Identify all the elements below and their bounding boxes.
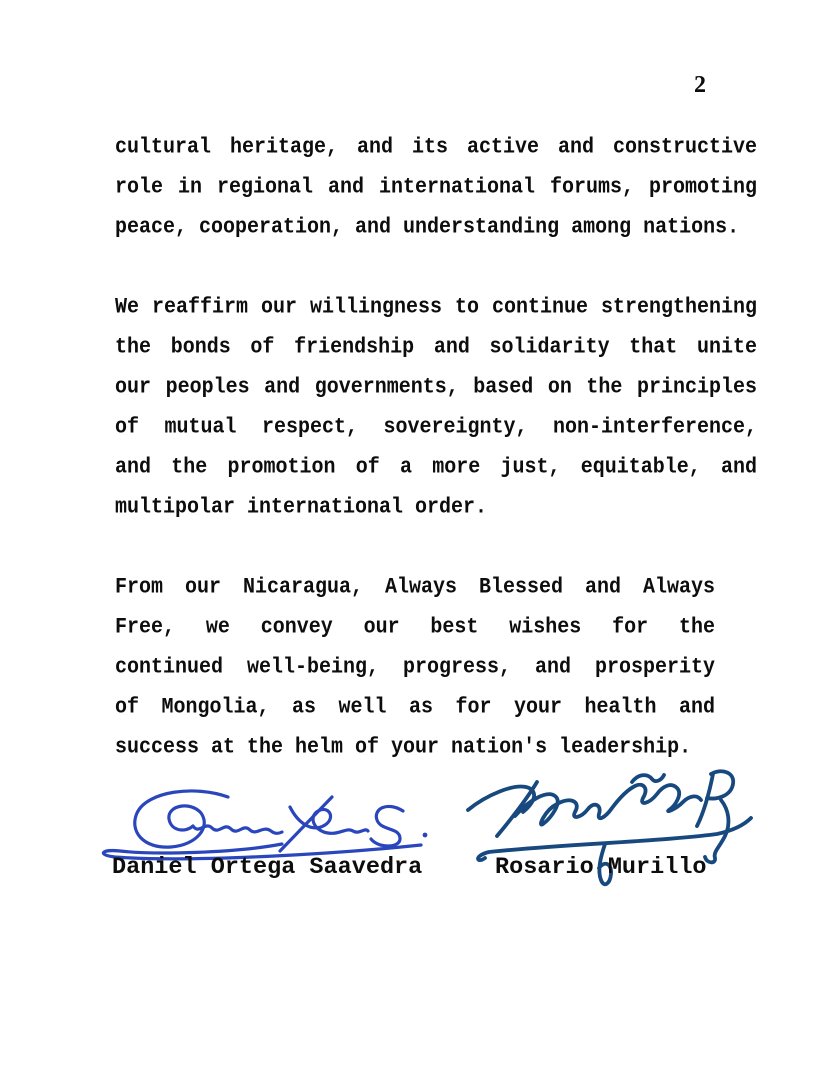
text-line: cultural heritage, and its active and constructive: [115, 134, 757, 161]
text-line: peace, cooperation, and understanding among nations.: [115, 214, 740, 241]
text-line: of Mongolia, as well as for your health and: [115, 694, 715, 721]
paragraph-2: [115, 288, 757, 528]
text-line: success at the helm of your nation's leadership.: [115, 734, 692, 761]
text-line: multipolar international order.: [115, 494, 488, 521]
text-line: role in regional and international forums, promoting: [115, 174, 757, 201]
text-line: Free, we convey our best wishes for the: [115, 614, 715, 641]
text-line: and the promotion of a more just, equitable, and: [115, 454, 757, 481]
text-line: the bonds of friendship and solidarity that unite: [115, 334, 757, 361]
letter-body: [115, 128, 757, 768]
signatory-name-daniel-ortega: Daniel Ortega Saavedra: [112, 854, 423, 881]
text-line: We reaffirm our willingness to continue strengthening: [115, 294, 757, 321]
text-line: From our Nicaragua, Always Blessed and Always: [115, 574, 715, 601]
text-line: of mutual respect, sovereignty, non-interference,: [115, 414, 757, 441]
text-line: our peoples and governments, based on the principles: [115, 374, 757, 401]
signatory-name-rosario-murillo: Rosario Murillo: [495, 854, 707, 881]
paragraph-3: [115, 568, 715, 768]
paragraph-1: [115, 128, 757, 248]
text-line: continued well-being, progress, and prosperity: [115, 654, 715, 681]
page-number: 2: [694, 72, 706, 98]
